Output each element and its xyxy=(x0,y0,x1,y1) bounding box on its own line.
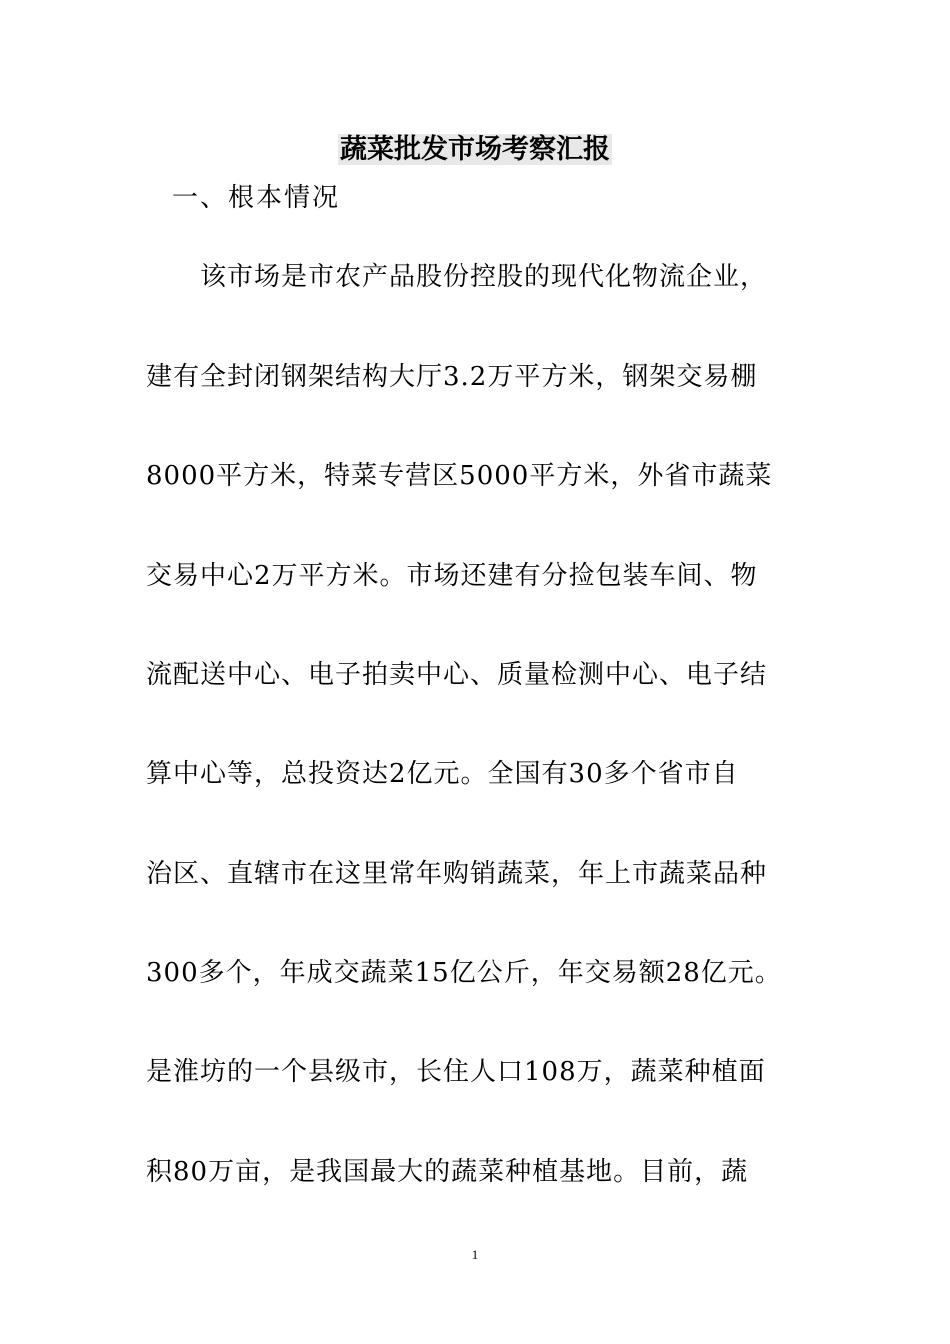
section-heading: 一、根本情况 xyxy=(172,183,341,213)
paragraph-line: 该市场是市农产品股份控股的现代化物流企业， xyxy=(200,262,768,292)
paragraph-line: 积80万亩，是我国最大的蔬菜种植基地。目前，蔬 xyxy=(146,1157,749,1187)
page-number: 1 xyxy=(471,1247,479,1262)
paragraph-line: 交易中心2万平方米。市场还建有分捡包装车间、物 xyxy=(146,561,758,591)
document-title-text: 蔬菜批发市场考察汇报 xyxy=(340,134,610,165)
paragraph-line: 算中心等，总投资达2亿元。全国有30多个省市自 xyxy=(146,759,739,789)
paragraph-line: 8000平方米，特菜专营区5000平方米，外省市蔬菜 xyxy=(146,461,773,491)
paragraph-line: 是淮坊的一个县级市，长住人口108万，蔬菜种植面 xyxy=(146,1057,766,1087)
paragraph-line: 流配送中心、电子拍卖中心、质量检测中心、电子结 xyxy=(146,660,768,690)
document-title xyxy=(0,130,950,170)
paragraph-line: 300多个，年成交蔬菜15亿公斤，年交易额28亿元。 xyxy=(146,958,782,988)
paragraph-line: 治区、直辖市在这里常年购销蔬菜，年上市蔬菜品种 xyxy=(146,859,768,889)
paragraph-line: 建有全封闭钢架结构大厅3.2万平方米，钢架交易棚 xyxy=(146,362,758,392)
